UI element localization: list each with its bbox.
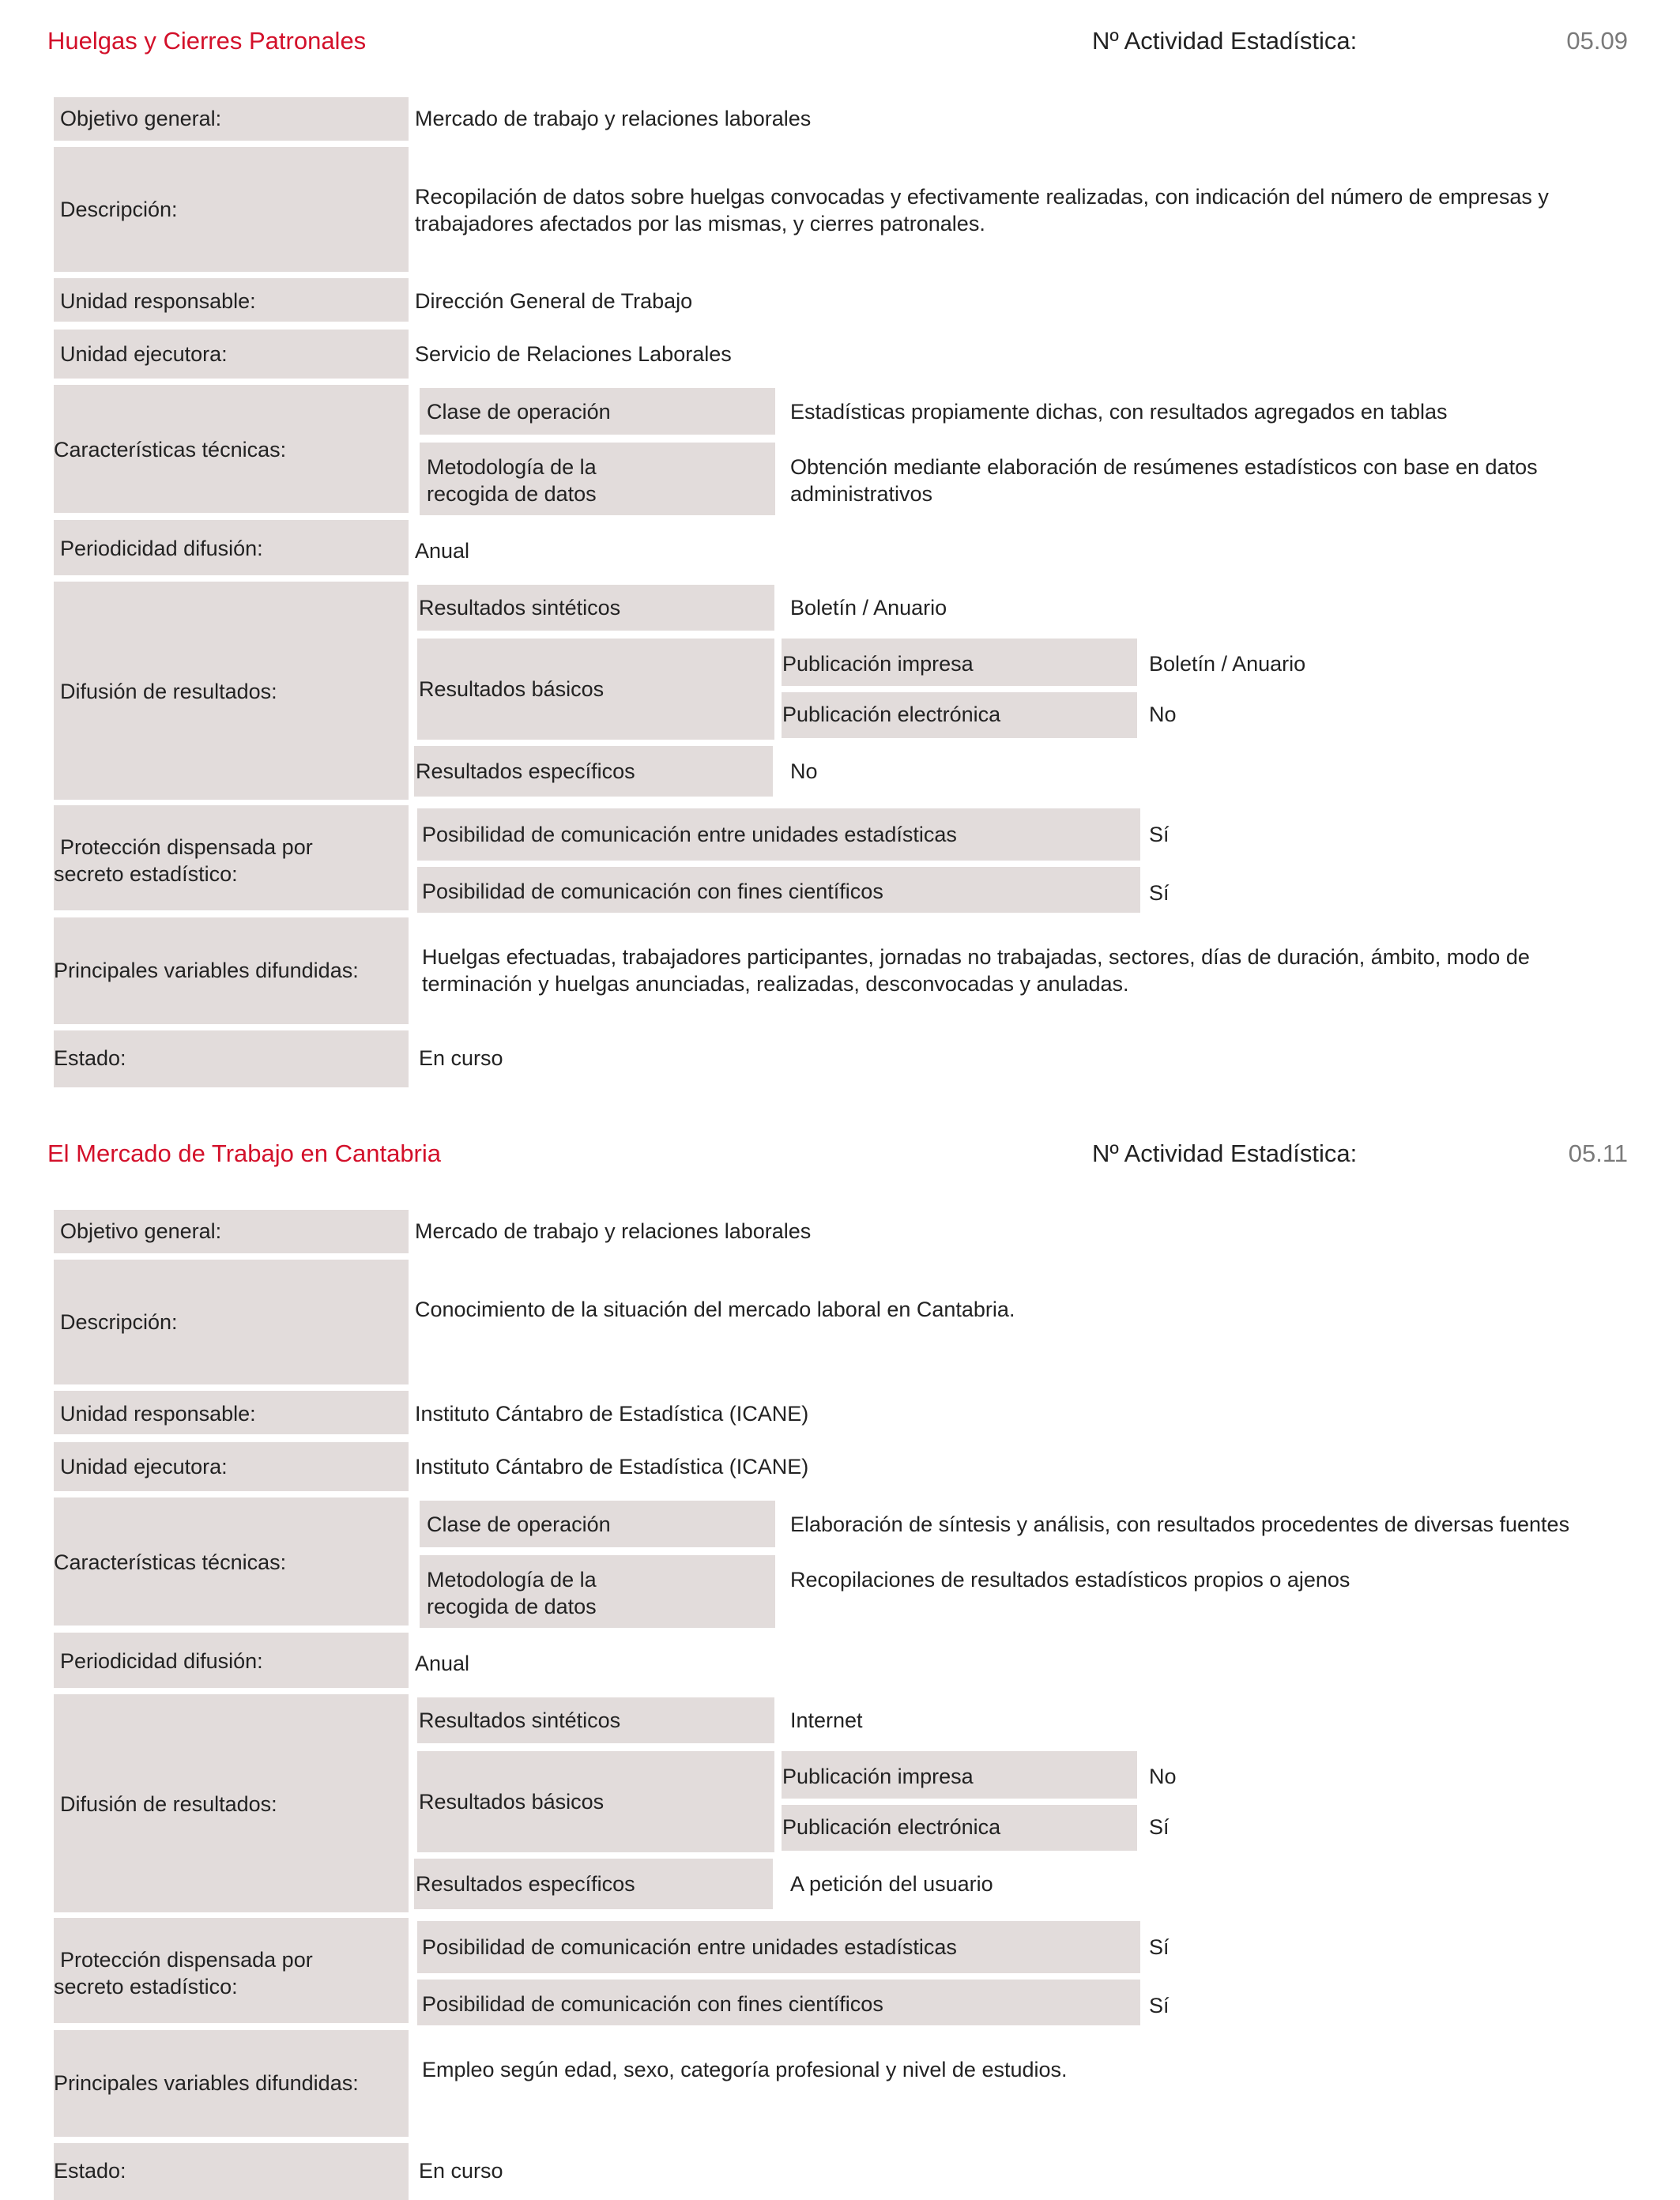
periodicidad-label: Periodicidad difusión:: [60, 1649, 263, 1673]
estado-label: Estado:: [54, 1046, 126, 1070]
caracteristicas-label: Características técnicas:: [54, 1550, 287, 1574]
basicos-label: Resultados básicos: [419, 677, 605, 701]
descripcion-label: Descripción:: [60, 198, 178, 221]
electronica-label: Publicación electrónica: [782, 703, 1001, 726]
periodicidad-label: Periodicidad difusión:: [60, 537, 263, 560]
activity-number: 05.11: [1568, 1140, 1628, 1167]
responsable-label: Unidad responsable:: [60, 289, 256, 313]
responsable-value: Instituto Cántabro de Estadística (ICANE): [415, 1402, 809, 1426]
clase-label: Clase de operación: [427, 1512, 611, 1536]
ejecutora-value: Servicio de Relaciones Laborales: [415, 342, 732, 366]
clase-value: Estadísticas propiamente dichas, con resultados agregados en tablas: [790, 400, 1448, 424]
comunicacion-unidades-label: Posibilidad de comunicación entre unidades estadísticas: [422, 1935, 957, 1959]
caracteristicas-label: Características técnicas:: [54, 438, 287, 461]
electronica-value: Sí: [1149, 1815, 1170, 1839]
comunicacion-unidades-value: Sí: [1149, 1935, 1170, 1959]
descripcion-value: Recopilación de datos sobre huelgas convocadas y efectivamente realizadas, con indicación del número de empresas y trabajadores afectados por las mismas, y cierres patronales.: [415, 185, 1549, 235]
variables-value: Huelgas efectuadas, trabajadores participantes, jornadas no trabajadas, sectores, días de duración, ámbito, modo de terminación y huelgas anunciadas, realizadas, desconvocadas y anuladas.: [422, 945, 1530, 996]
especificos-label: Resultados específicos: [416, 759, 635, 783]
sinteticos-value: Internet: [790, 1708, 863, 1732]
especificos-label: Resultados específicos: [416, 1872, 635, 1896]
periodicidad-value: Anual: [415, 539, 470, 563]
metodologia-label: Metodología de la recogida de datos: [427, 455, 597, 506]
clase-label: Clase de operación: [427, 400, 611, 424]
variables-label: Principales variables difundidas:: [54, 2071, 359, 2095]
responsable-label: Unidad responsable:: [60, 1402, 256, 1426]
activity-title: Huelgas y Cierres Patronales: [47, 27, 367, 55]
comunicacion-unidades-value: Sí: [1149, 823, 1170, 846]
descripcion-label: Descripción:: [60, 1310, 178, 1334]
difusion-label: Difusión de resultados:: [60, 1792, 277, 1816]
estado-label: Estado:: [54, 2159, 126, 2183]
sinteticos-value: Boletín / Anuario: [790, 596, 947, 620]
comunicacion-unidades-label: Posibilidad de comunicación entre unidades estadísticas: [422, 823, 957, 846]
descripcion-value: Conocimiento de la situación del mercado laboral en Cantabria.: [415, 1298, 1015, 1321]
responsable-value: Dirección General de Trabajo: [415, 289, 693, 313]
metodologia-label: Metodología de la recogida de datos: [427, 1568, 597, 1618]
impresa-value: No: [1149, 1765, 1177, 1788]
especificos-value: A petición del usuario: [790, 1872, 993, 1896]
sinteticos-label: Resultados sintéticos: [419, 596, 621, 620]
activity-number-label: Nº Actividad Estadística:: [1092, 1140, 1358, 1167]
proteccion-label: Protección dispensada por secreto estadístico:: [54, 1948, 313, 1998]
proteccion-label: Protección dispensada por secreto estadístico:: [54, 835, 313, 886]
especificos-value: No: [790, 759, 818, 783]
electronica-value: No: [1149, 703, 1177, 726]
estado-value: En curso: [419, 1046, 503, 1070]
electronica-label: Publicación electrónica: [782, 1815, 1001, 1839]
impresa-label: Publicación impresa: [782, 652, 974, 676]
difusion-label: Difusión de resultados:: [60, 680, 277, 703]
comunicacion-cientificos-value: Sí: [1149, 881, 1170, 905]
clase-value: Elaboración de síntesis y análisis, con resultados procedentes de diversas fuentes: [790, 1512, 1570, 1536]
basicos-label: Resultados básicos: [419, 1790, 605, 1814]
variables-label: Principales variables difundidas:: [54, 959, 359, 982]
objetivo-value: Mercado de trabajo y relaciones laborales: [415, 1219, 812, 1243]
activity-title: El Mercado de Trabajo en Cantabria: [47, 1140, 442, 1167]
objetivo-value: Mercado de trabajo y relaciones laborales: [415, 107, 812, 130]
comunicacion-cientificos-label: Posibilidad de comunicación con fines científicos: [422, 880, 883, 903]
periodicidad-value: Anual: [415, 1652, 470, 1675]
variables-value: Empleo según edad, sexo, categoría profesional y nivel de estudios.: [422, 2058, 1068, 2081]
comunicacion-cientificos-value: Sí: [1149, 1994, 1170, 2017]
metodologia-value: Recopilaciones de resultados estadísticos propios o ajenos: [790, 1568, 1350, 1592]
impresa-label: Publicación impresa: [782, 1765, 974, 1788]
comunicacion-cientificos-label: Posibilidad de comunicación con fines científicos: [422, 1992, 883, 2016]
activity-number-label: Nº Actividad Estadística:: [1092, 27, 1358, 55]
activity-number: 05.09: [1566, 27, 1628, 55]
sinteticos-label: Resultados sintéticos: [419, 1708, 621, 1732]
objetivo-label: Objetivo general:: [60, 107, 222, 130]
ejecutora-label: Unidad ejecutora:: [60, 342, 228, 366]
impresa-value: Boletín / Anuario: [1149, 652, 1306, 676]
ejecutora-value: Instituto Cántabro de Estadística (ICANE): [415, 1455, 809, 1479]
estado-value: En curso: [419, 2159, 503, 2183]
ejecutora-label: Unidad ejecutora:: [60, 1455, 228, 1479]
objetivo-label: Objetivo general:: [60, 1219, 222, 1243]
metodologia-value: Obtención mediante elaboración de resúmenes estadísticos con base en datos administrativos: [790, 455, 1538, 506]
